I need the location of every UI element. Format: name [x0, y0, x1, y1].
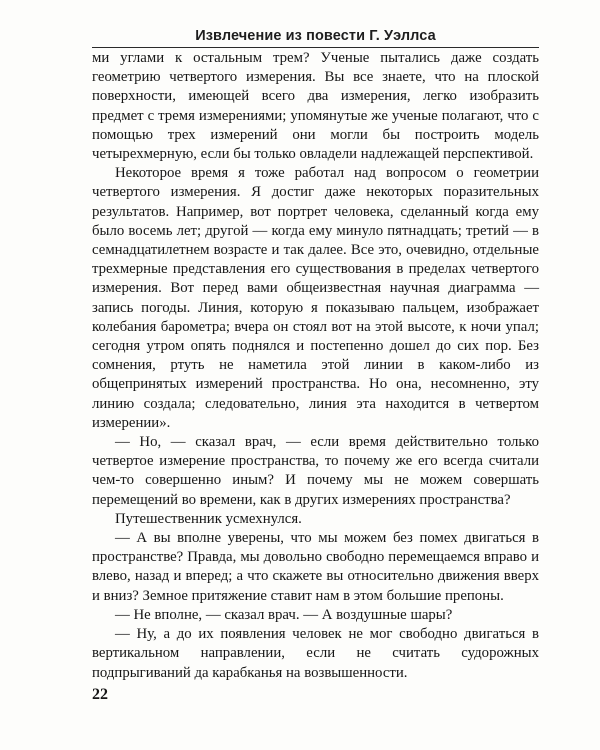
- paragraph-7: — Ну, а до их появления человек не мог свободно двигаться в вертикальном направлении, если не считать судорожных подпрыгиваний да карабканья на возвышенности.: [92, 626, 539, 681]
- paragraph-6: — Не вполне, — сказал врач. — А воздушные шары?: [115, 606, 453, 623]
- paragraph-2: Некоторое время я тоже работал над вопросом о геометрии четвертого измерения. Я достиг даже некоторых поразительных результатов. Например, вот портрет человека, сделанный когда ему было восемь лет; другой — когда ему минуло пятнадцать; третий — в семнадцатилетнем возрасте и так далее. Все это, очевидно, отдельные трехмерные представления его существования в пределах четвертого измерения. Вот перед вами общеизвестная научная диаграмма — запись погоды. Линия, которую я показываю пальцем, изображает колебания барометра; вчера он стоял вот на этой высоте, к ночи упал; сегодня утром опять поднялся и постепенно дошел до сих пор. Без сомнения, ртуть не наметила этой линии в каком-либо из общепринятых измерений пространства. Но она, несомненно, эту линию создала; следовательно, линия эта находится в четвертом измерении».: [92, 165, 539, 431]
- header-divider: [92, 47, 539, 48]
- page-number: 22: [92, 686, 108, 703]
- paragraph-5: — А вы вполне уверены, что мы можем без помех двигаться в пространстве? Правда, мы довольно свободно перемещаемся вправо и влево, назад и вперед; а что скажете вы относительно движения вверх и вниз? Земное притяжение ставит нам в этом большие препоны.: [92, 530, 539, 604]
- paragraph-4: Путешественник усмехнулся.: [115, 510, 302, 527]
- paragraph-1: ми углами к остальным трем? Ученые пытались даже создать геометрию четвертого измерения. Вы все знаете, что на плоской поверхности, имеющей всего два измерения, легко изобразить предмет с тремя измерениями; упомянутые же ученые полагают, что с помощью трех измерений они могли бы построить модель четырехмерную, если бы только овладели надлежащей перспективой.: [92, 50, 539, 163]
- body-text: [92, 49, 539, 683]
- paragraph-3: — Но, — сказал врач, — если время действительно только четвертое измерение пространства, то почему же его всегда считали чем-то совершенно иным? И почему мы не можем совершать перемещений во времени, как в других измерениях пространства?: [92, 434, 539, 508]
- running-head-title: Извлечение из повести Г. Уэллса: [195, 28, 436, 44]
